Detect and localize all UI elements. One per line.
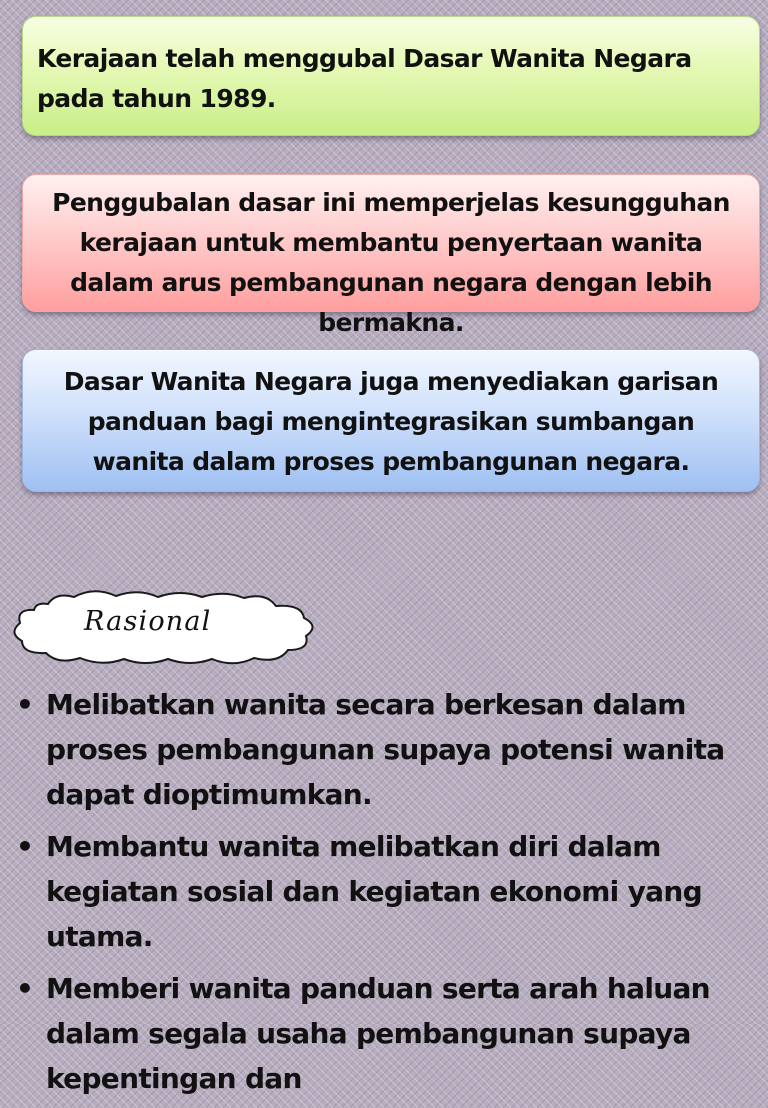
- info-box-red: [22, 174, 760, 337]
- list-item-text: Membantu wanita melibatkan diri dalam kegiatan sosial dan kegiatan ekonomi yang utama.: [46, 830, 702, 953]
- info-box-green: [22, 16, 760, 136]
- info-box-red-text: Penggubalan dasar ini memperjelas kesungguhan kerajaan untuk membantu penyertaan wanita dalam arus pembangunan negara dengan lebih bermakna.: [52, 188, 730, 337]
- list-item: [16, 966, 758, 1101]
- info-box-blue: [22, 349, 760, 492]
- rasional-cloud: [8, 588, 320, 666]
- info-box-blue-text: Dasar Wanita Negara juga menyediakan garisan panduan bagi mengintegrasikan sumbangan wanita dalam proses pembangunan negara.: [63, 367, 719, 476]
- bullet-icon: •: [16, 830, 34, 863]
- list-item-text: Melibatkan wanita secara berkesan dalam proses pembangunan supaya potensi wanita dapat dioptimumkan.: [46, 688, 725, 811]
- info-box-green-text: Kerajaan telah menggubal Dasar Wanita Negara pada tahun 1989.: [37, 44, 692, 113]
- rasional-label: Rasional: [84, 606, 212, 637]
- rasional-list: [16, 682, 758, 1108]
- bullet-icon: •: [16, 972, 34, 1005]
- list-item: [16, 824, 758, 959]
- bullet-icon: •: [16, 688, 34, 721]
- list-item: [16, 682, 758, 817]
- list-item-text: Memberi wanita panduan serta arah haluan dalam segala usaha pembangunan supaya kepentingan dan: [46, 972, 710, 1095]
